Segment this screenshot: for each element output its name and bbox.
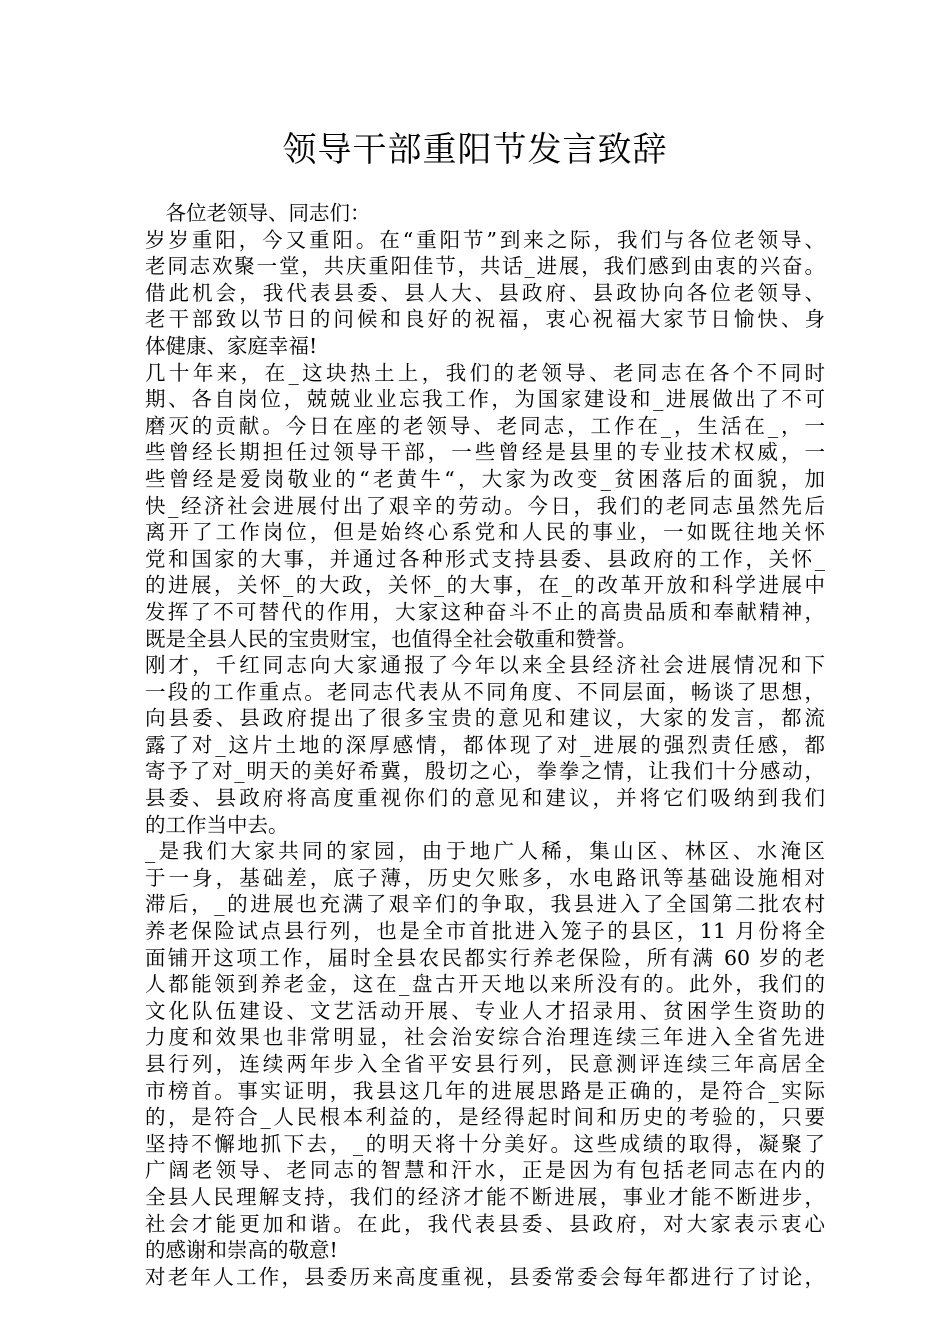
text-line: 的工作当中去。 xyxy=(145,812,289,837)
document-title: 领导干部重阳节发言致辞 xyxy=(282,130,668,170)
text-line: 老同志欢聚一堂，共庆重阳佳节，共话_进展，我们感到由衷的兴奋。 xyxy=(145,254,825,279)
text-line: 市榜首。事实证明，我县这几年的进展思路是正确的，是符合_实际 xyxy=(145,1078,825,1103)
text-line: 些曾经是爱岗敬业的“老黄牛“，大家为改变_贫困落后的面貌，加 xyxy=(145,466,825,491)
text-line: 广阔老领导、老同志的智慧和汗水，正是因为有包括老同志在内的 xyxy=(145,1158,825,1183)
text-line: 体健康、家庭幸福! xyxy=(145,333,318,358)
text-line: 文化队伍建设、文艺活动开展、专业人才招录用、贫困学生资助的 xyxy=(145,998,825,1023)
text-line: 借此机会，我代表县委、县人大、县政府、县政协向各位老领导、 xyxy=(145,280,825,305)
document-body xyxy=(145,200,825,1290)
text-line: 县委、县政府将高度重视你们的意见和建议，并将它们吸纳到我们 xyxy=(145,786,825,811)
text-line: 向县委、县政府提出了很多宝贵的意见和建议，大家的发言，都流 xyxy=(145,706,825,731)
text-line: 发挥了不可替代的作用，大家这种奋斗不止的高贵品质和奉献精神， xyxy=(145,599,825,624)
text-line: 人都能领到养老金，这在_盘古开天地以来所没有的。此外，我们的 xyxy=(145,972,825,997)
text-line: 一段的工作重点。老同志代表从不同角度、不同层面，畅谈了思想， xyxy=(145,679,825,704)
text-line: 县行列，连续两年步入全省平安县行列，民意测评连续三年高居全 xyxy=(145,1052,825,1076)
text-line: 滞后，_的进展也充满了艰辛们的争取，我县进入了全国第二批农村 xyxy=(145,892,825,917)
text-line: 坚持不懈地抓下去，_的明天将十分美好。这些成绩的取得，凝聚了 xyxy=(145,1131,825,1156)
text-line: 面铺开这项工作，届时全县农民都实行养老保险，所有满 60 岁的老 xyxy=(145,945,825,970)
text-line: 老干部致以节日的问候和良好的祝福，衷心祝福大家节日愉快、身 xyxy=(145,307,825,332)
text-line: 的感谢和崇高的敬意! xyxy=(145,1238,338,1263)
text-line: 各位老领导、同志们： xyxy=(145,201,371,225)
text-line: _是我们大家共同的家园，由于地广人稀，集山区、林区、水淹区 xyxy=(145,839,825,864)
text-line: 寄予了对_明天的美好希冀，殷切之心，拳拳之情，让我们十分感动， xyxy=(145,759,825,784)
text-line: 对老年人工作，县委历来高度重视，县委常委会每年都进行了讨论， xyxy=(145,1264,825,1289)
text-line: 些曾经长期担任过领导干部，一些曾经是县里的专业技术权威，一 xyxy=(145,440,825,465)
text-line: 的，是符合_人民根本利益的，是经得起时间和历史的考验的，只要 xyxy=(145,1105,825,1130)
text-line: 社会才能更加和谐。在此，我代表县委、县政府，对大家表示衷心 xyxy=(145,1211,825,1236)
text-line: 磨灭的贡献。今日在座的老领导、老同志，工作在_，生活在_，一 xyxy=(145,413,825,438)
text-line: 养老保险试点县行列，也是全市首批进入笼子的县区，11 月份将全 xyxy=(145,919,825,944)
text-line: 离开了工作岗位，但是始终心系党和人民的事业，一如既往地关怀 xyxy=(145,520,825,545)
text-line: 露了对_这片土地的深厚感情，都体现了对_进展的强烈责任感，都 xyxy=(145,732,825,757)
text-line: 全县人民理解支持，我们的经济才能不断进展，事业才能不断进步， xyxy=(145,1184,825,1209)
text-line: 力度和效果也非常明显，社会治安综合治理连续三年进入全省先进 xyxy=(145,1025,825,1050)
text-line: 于一身，基础差，底子薄，历史欠账多，水电路讯等基础设施相对 xyxy=(145,865,825,890)
text-line: 刚才，千红同志向大家通报了今年以来全县经济社会进展情况和下 xyxy=(145,653,825,678)
text-line: 既是全县人民的宝贵财宝，也值得全社会敬重和赞誉。 xyxy=(145,626,637,651)
text-line: 期、各自岗位，兢兢业业忘我工作，为国家建设和_进展做出了不可 xyxy=(145,387,825,412)
text-line: 的进展，关怀_的大政，关怀_的大事，在_的改革开放和科学进展中 xyxy=(145,573,825,598)
text-line: 岁岁重阳，今又重阳。在“重阳节”到来之际，我们与各位老领导、 xyxy=(145,227,825,252)
text-line: 几十年来，在_这块热土上，我们的老领导、老同志在各个不同时 xyxy=(145,360,825,385)
text-line: 党和国家的大事，并通过各种形式支持县委、县政府的工作，关怀_ xyxy=(145,546,825,571)
text-line: 快_经济社会进展付出了艰辛的劳动。今日，我们的老同志虽然先后 xyxy=(145,493,825,518)
